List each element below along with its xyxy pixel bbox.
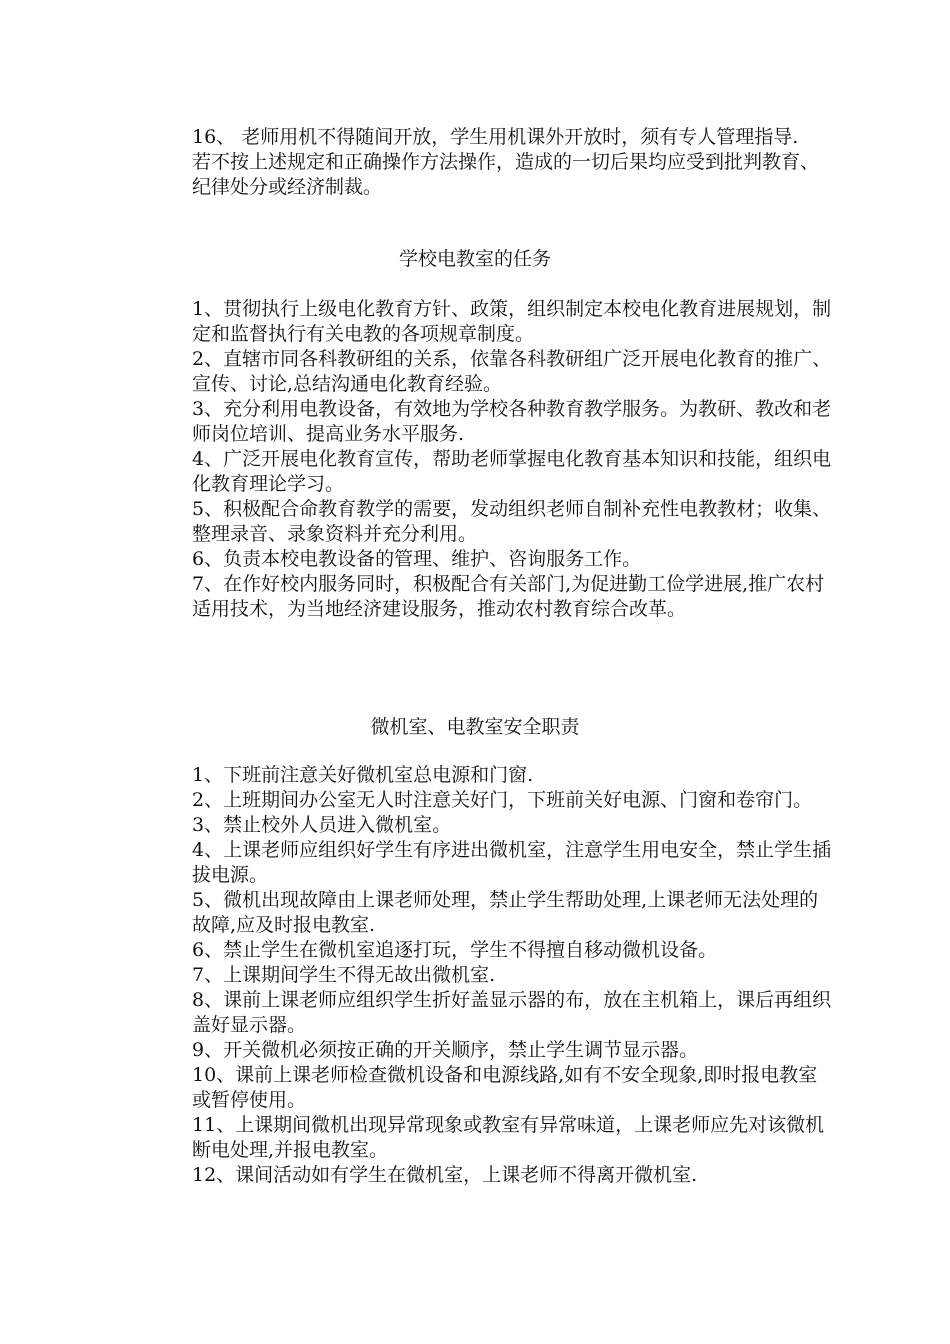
list-item: 5、积极配合命教育教学的需要，发动组织老师自制补充性电教教材；收集、整理录音、录象资料并充分利用。 [192, 498, 832, 545]
section2-list [192, 763, 832, 1188]
list-item: 3、禁止校外人员进入微机室。 [192, 814, 452, 836]
list-item: 2、上班期间办公室无人时注意关好门，下班前关好电源、门窗和卷帘门。 [192, 789, 813, 811]
list-item: 9、开关微机必须按正确的开关顺序，禁止学生调节显示器。 [192, 1039, 699, 1061]
list-item: 1、贯彻执行上级电化教育方针、政策，组织制定本校电化教育进展规划，制定和监督执行有关电教的各项规章制度。 [192, 298, 832, 345]
list-item: 10、课前上课老师检查微机设备和电源线路,如有不安全现象,即时报电教室或暂停使用。 [192, 1064, 818, 1111]
section1-title: 学校电教室的任务 [398, 248, 551, 270]
list-item: 1、下班前注意关好微机室总电源和门窗. [192, 764, 534, 786]
list-item: 8、课前上课老师应组织学生折好盖显示器的布，放在主机箱上，课后再组织盖好显示器。 [192, 989, 832, 1036]
list-item: 6、负责本校电教设备的管理、维护、咨询服务工作。 [192, 548, 642, 570]
list-item: 12、课间活动如有学生在微机室，上课老师不得离开微机室. [192, 1164, 698, 1186]
list-item: 4、上课老师应组织好学生有序进出微机室，注意学生用电安全，禁止学生插拔电源。 [192, 839, 832, 886]
list-item: 11、上课期间微机出现异常现象或教室有异常味道，上课老师应先对该微机断电处理,并报电教室。 [192, 1114, 825, 1161]
section1-list [192, 297, 832, 622]
intro-item-16: 16、 老师用机不得随间开放，学生用机课外开放时，须有专人管理指导. [192, 126, 799, 148]
list-item: 7、上课期间学生不得无故出微机室. [192, 964, 496, 986]
list-item: 7、在作好校内服务同时，积极配合有关部门,为促进勤工俭学进展,推广农村适用技术，为当地经济建设服务，推动农村教育综合改革。 [192, 573, 825, 620]
section2-title: 微机室、电教室安全职责 [370, 716, 580, 738]
list-item: 2、直辖市同各科教研组的关系，依靠各科教研组广泛开展电化教育的推广、宣传、讨论,总结沟通电化教育经验。 [192, 348, 832, 395]
list-item: 5、微机出现故障由上课老师处理，禁止学生帮助处理,上课老师无法处理的故障,应及时报电教室. [192, 889, 819, 936]
intro-consequence: 若不按上述规定和正确操作方法操作，造成的一切后果均应受到批判教育、纪律处分或经济制裁。 [192, 151, 820, 198]
list-item: 6、禁止学生在微机室追逐打玩，学生不得擅自移动微机设备。 [192, 939, 718, 961]
list-item: 3、充分利用电教设备，有效地为学校各种教育教学服务。为教研、教改和老师岗位培训、提高业务水平服务. [192, 398, 832, 445]
intro-block [192, 125, 832, 200]
list-item: 4、广泛开展电化教育宣传，帮助老师掌握电化教育基本知识和技能，组织电化教育理论学习。 [192, 448, 832, 495]
